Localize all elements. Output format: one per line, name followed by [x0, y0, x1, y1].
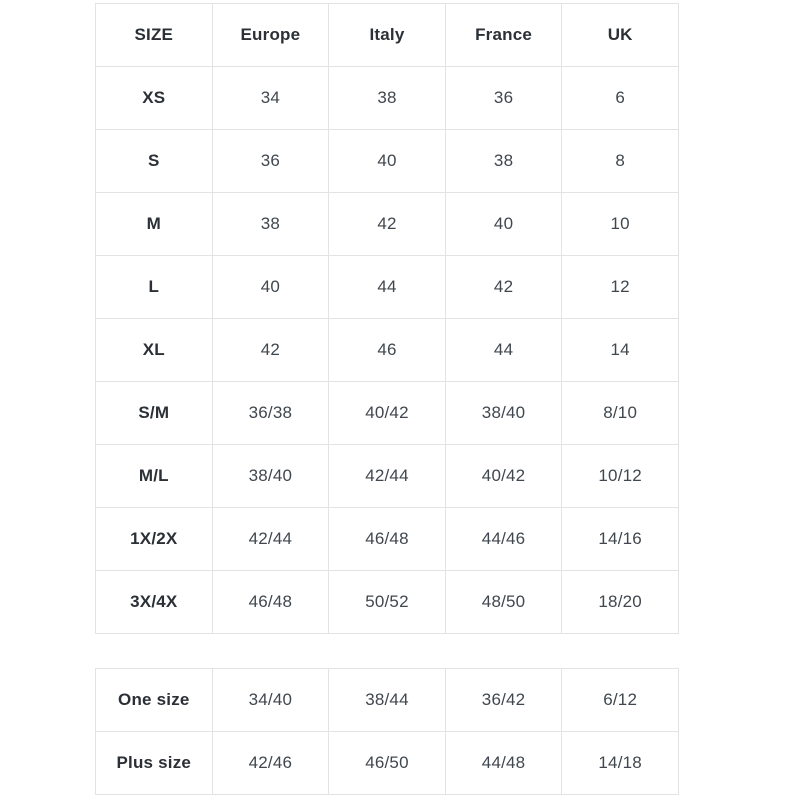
- value-cell: 38/44: [329, 669, 446, 732]
- value-cell: 6: [562, 67, 679, 130]
- table-row: [96, 130, 679, 193]
- row-header-cell: XL: [96, 319, 213, 382]
- table-row: [96, 669, 679, 732]
- table-row: [96, 571, 679, 634]
- value-cell: 40/42: [329, 382, 446, 445]
- value-cell: 10/12: [562, 445, 679, 508]
- value-cell: 40: [212, 256, 329, 319]
- value-cell: 42/46: [212, 732, 329, 795]
- value-cell: 10: [562, 193, 679, 256]
- value-cell: 38/40: [212, 445, 329, 508]
- column-header: Italy: [329, 4, 446, 67]
- column-header: UK: [562, 4, 679, 67]
- row-header-cell: 3X/4X: [96, 571, 213, 634]
- row-header-cell: 1X/2X: [96, 508, 213, 571]
- table-row: [96, 67, 679, 130]
- row-header-cell: S: [96, 130, 213, 193]
- value-cell: 42/44: [212, 508, 329, 571]
- column-header: Europe: [212, 4, 329, 67]
- column-header: France: [445, 4, 562, 67]
- row-header-cell: Plus size: [96, 732, 213, 795]
- table-gap: [95, 634, 800, 668]
- value-cell: 44/46: [445, 508, 562, 571]
- column-header: SIZE: [96, 4, 213, 67]
- table-row: [96, 508, 679, 571]
- row-header-cell: S/M: [96, 382, 213, 445]
- value-cell: 14/18: [562, 732, 679, 795]
- row-header-cell: XS: [96, 67, 213, 130]
- value-cell: 44: [445, 319, 562, 382]
- value-cell: 34: [212, 67, 329, 130]
- table-row: [96, 319, 679, 382]
- value-cell: 8/10: [562, 382, 679, 445]
- row-header-cell: One size: [96, 669, 213, 732]
- value-cell: 36: [445, 67, 562, 130]
- value-cell: 36: [212, 130, 329, 193]
- value-cell: 46/50: [329, 732, 446, 795]
- value-cell: 36/38: [212, 382, 329, 445]
- value-cell: 50/52: [329, 571, 446, 634]
- value-cell: 42/44: [329, 445, 446, 508]
- value-cell: 34/40: [212, 669, 329, 732]
- value-cell: 46/48: [212, 571, 329, 634]
- value-cell: 18/20: [562, 571, 679, 634]
- value-cell: 40/42: [445, 445, 562, 508]
- size-conversion-table: [95, 3, 679, 634]
- value-cell: 14: [562, 319, 679, 382]
- table-row: [96, 193, 679, 256]
- table-row: [96, 732, 679, 795]
- value-cell: 42: [212, 319, 329, 382]
- value-cell: 12: [562, 256, 679, 319]
- header-row: [96, 4, 679, 67]
- row-header-cell: L: [96, 256, 213, 319]
- value-cell: 38: [329, 67, 446, 130]
- value-cell: 42: [329, 193, 446, 256]
- table-row: [96, 382, 679, 445]
- value-cell: 42: [445, 256, 562, 319]
- table-row: [96, 256, 679, 319]
- special-sizes-table: [95, 668, 679, 795]
- value-cell: 8: [562, 130, 679, 193]
- value-cell: 44/48: [445, 732, 562, 795]
- value-cell: 40: [445, 193, 562, 256]
- value-cell: 38/40: [445, 382, 562, 445]
- value-cell: 46: [329, 319, 446, 382]
- value-cell: 44: [329, 256, 446, 319]
- value-cell: 40: [329, 130, 446, 193]
- value-cell: 14/16: [562, 508, 679, 571]
- value-cell: 38: [445, 130, 562, 193]
- row-header-cell: M: [96, 193, 213, 256]
- value-cell: 36/42: [445, 669, 562, 732]
- value-cell: 6/12: [562, 669, 679, 732]
- value-cell: 48/50: [445, 571, 562, 634]
- value-cell: 38: [212, 193, 329, 256]
- table-row: [96, 445, 679, 508]
- row-header-cell: M/L: [96, 445, 213, 508]
- value-cell: 46/48: [329, 508, 446, 571]
